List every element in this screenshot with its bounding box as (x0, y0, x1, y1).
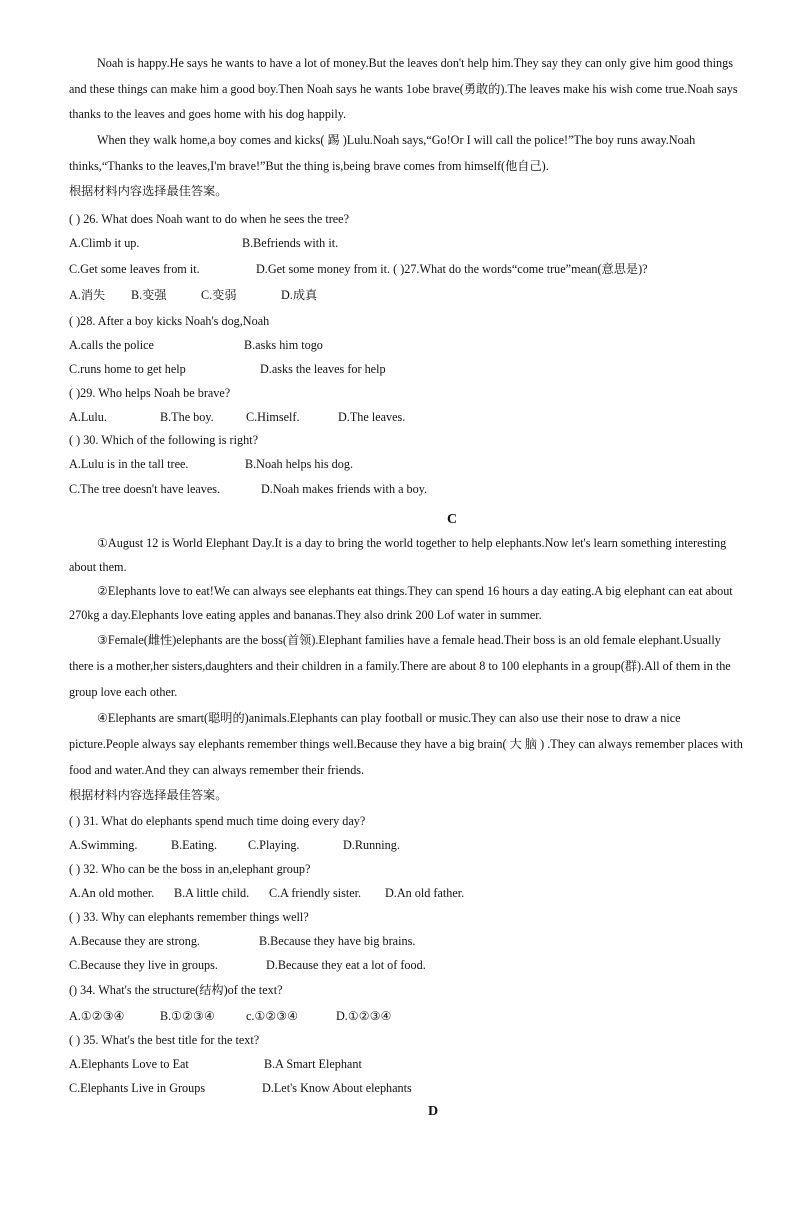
question-30: ( ) 30. Which of the following is right? (69, 433, 258, 447)
question-34-option-a: A.①②③④ (69, 1009, 125, 1023)
question-30-option-b: B.Noah helps his dog. (245, 457, 353, 471)
question-35-option-d: D.Let's Know About elephants (262, 1081, 412, 1095)
question-34-option-c: c.①②③④ (246, 1009, 299, 1023)
passage-c-p2-line1: ②Elephants love to eat!We can always see elephants eat things.They can spend 16 hours a day eating.A big elephant can eat about (97, 584, 733, 598)
question-32-option-a: A.An old mother. (69, 886, 155, 900)
question-33-option-b: B.Because they have big brains. (259, 934, 416, 948)
question-29-option-d: D.The leaves. (338, 410, 406, 424)
question-31-option-b: B.Eating. (171, 838, 218, 852)
passage-c-p3-line3: group love each other. (69, 685, 178, 699)
question-27-option-a: A.消失 (69, 288, 106, 302)
question-33-option-d: D.Because they eat a lot of food. (266, 958, 426, 972)
passage-c-p1-line2: about them. (69, 560, 127, 574)
passage-c-p2-line2: 270kg a day.Elephants love eating apples and bananas.They also drink 200 Lof water in summer. (69, 608, 542, 622)
question-31-option-a: A.Swimming. (69, 838, 138, 852)
passage-b-p2-line2: thinks,“Thanks to the leaves,I'm brave!”But the thing is,being brave comes from himself(他自己). (69, 159, 549, 173)
question-28-option-b: B.asks him togo (244, 338, 323, 352)
question-28-option-c: C.runs home to get help (69, 362, 186, 376)
question-28-option-d: D.asks the leaves for help (260, 362, 386, 376)
question-35-option-b: B.A Smart Elephant (264, 1057, 362, 1071)
question-32-option-c: C.A friendly sister. (269, 886, 362, 900)
question-35: ( ) 35. What's the best title for the text? (69, 1033, 260, 1047)
passage-c-p4-line3: food and water.And they can always remember their friends. (69, 763, 365, 777)
instruction-b: 根据材料内容选择最佳答案。 (69, 184, 228, 198)
question-31-option-c: C.Playing. (248, 838, 300, 852)
question-29: ( )29. Who helps Noah be brave? (69, 386, 231, 400)
question-31-option-d: D.Running. (343, 838, 400, 852)
question-27-option-c: C.变弱 (201, 288, 237, 302)
instruction-c: 根据材料内容选择最佳答案。 (69, 788, 228, 802)
passage-b-p1-line1: Noah is happy.He says he wants to have a lot of money.But the leaves don't help him.They say they can only give him good things (97, 56, 733, 70)
passage-c-p3-line2: there is a mother,her sisters,daughters and their children in a family.There are about 8 to 100 elephants in a group(群).All of them in the (69, 659, 731, 673)
question-31: ( ) 31. What do elephants spend much time doing every day? (69, 814, 366, 828)
question-33-option-a: A.Because they are strong. (69, 934, 200, 948)
question-34: () 34. What's the structure(结构)of the text? (69, 983, 283, 997)
question-27-option-b: B.变强 (131, 288, 167, 302)
question-26: ( ) 26. What does Noah want to do when he sees the tree? (69, 212, 349, 226)
question-26-option-d-and-27: D.Get some money from it. ( )27.What do the words“come true”mean(意思是)? (256, 262, 648, 276)
section-d-heading: D (428, 1104, 439, 1119)
question-35-option-a: A.Elephants Love to Eat (69, 1057, 189, 1071)
question-30-option-a: A.Lulu is in the tall tree. (69, 457, 189, 471)
question-26-option-b: B.Befriends with it. (242, 236, 339, 250)
question-33-option-c: C.Because they live in groups. (69, 958, 218, 972)
question-28: ( )28. After a boy kicks Noah's dog,Noah (69, 314, 270, 328)
question-35-option-c: C.Elephants Live in Groups (69, 1081, 206, 1095)
passage-c-p1-line1: ①August 12 is World Elephant Day.It is a day to bring the world together to help elephants.Now let's learn something interesting (97, 536, 727, 550)
passage-c-p4-line2: picture.People always say elephants remember things well.Because they have a big brain( 大 脑 ) .They can always remember places with (69, 737, 743, 751)
question-26-option-c: C.Get some leaves from it. (69, 262, 200, 276)
question-27-option-d: D.成真 (281, 288, 318, 302)
question-33: ( ) 33. Why can elephants remember things well? (69, 910, 309, 924)
question-32: ( ) 32. Who can be the boss in an,elephant group? (69, 862, 311, 876)
question-32-option-d: D.An old father. (385, 886, 465, 900)
passage-c-p3-line1: ③Female(雌性)elephants are the boss(首领).Elephant families have a female head.Their boss is an old female elephant.Usually (97, 633, 721, 647)
question-29-option-b: B.The boy. (160, 410, 214, 424)
passage-b-p1-line2: and these things can make him a good boy.Then Noah says he wants 1obe brave(勇敢的).The leaves make his wish come true.Noah says (69, 82, 738, 96)
question-28-option-a: A.calls the police (69, 338, 154, 352)
question-30-option-d: D.Noah makes friends with a boy. (261, 482, 428, 496)
question-29-option-a: A.Lulu. (69, 410, 107, 424)
question-26-option-a: A.Climb it up. (69, 236, 140, 250)
question-29-option-c: C.Himself. (246, 410, 300, 424)
question-30-option-c: C.The tree doesn't have leaves. (69, 482, 221, 496)
passage-c-p4-line1: ④Elephants are smart(聪明的)animals.Elephants can play football or music.They can also use their nose to draw a nice (97, 711, 681, 725)
passage-b-p1-line3: thanks to the leaves and goes home with his dog happily. (69, 107, 347, 121)
question-34-option-b: B.①②③④ (160, 1009, 215, 1023)
section-c-heading: C (447, 512, 458, 527)
question-34-option-d: D.①②③④ (336, 1009, 392, 1023)
passage-b-p2-line1: When they walk home,a boy comes and kicks( 踢 )Lulu.Noah says,“Go!Or I will call the police!”The boy runs away.Noah (97, 133, 696, 147)
question-32-option-b: B.A little child. (174, 886, 250, 900)
